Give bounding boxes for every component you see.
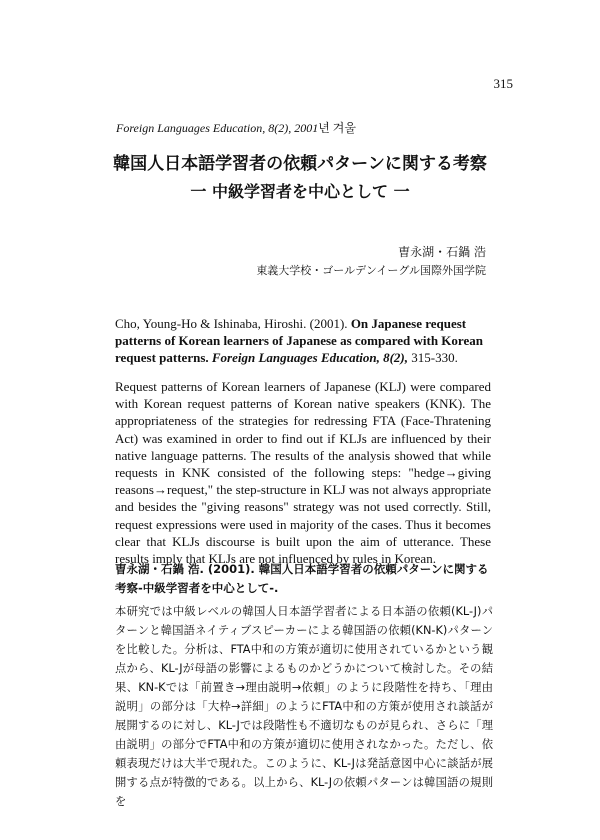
reference-japanese: 曺永湖・石鍋 浩. (2001). 韓国人日本語学習者の依頼パターンに関する考察-中級学習者を中心として-. (115, 562, 489, 595)
journal-header (116, 119, 356, 136)
journal-name: Foreign Languages Education, 8(2), 2001 (116, 121, 319, 135)
abstract-english: Request patterns of Korean learners of Japanese (KLJ) were compared with Korean request patterns of Korean native speakers (KNK). The appropriateness of the strategies for redressing FTA (Face-Thratening Act) was examined in order to find out if KLJs are influenced by their native language patterns. The results of the analysis showed that while requests in KNK consisted of the following steps: "hedge→giving reasons→request," the step-structure in KLJ was not always appropriate and besides the "giving reasons" strategy was not used correctly. Still, request expressions were used in majority of the cases. Thus it becomes clear that KLJs discourse is built upon the aim of utterance. These results imply that KLJs are not influenced by rules in Korean. (115, 379, 491, 567)
reference-pages: 315-330. (411, 350, 458, 365)
author-names: 曺永湖・石鍋 浩 (398, 245, 486, 259)
reference-journal: Foreign Languages Education, 8(2), (211, 350, 408, 365)
paper-subtitle: 一 中級学習者を中心として 一 (190, 182, 410, 201)
page-number: 315 (493, 76, 513, 91)
paper-title: 韓国人日本語学習者の依頼パターンに関する考察 (113, 154, 487, 174)
author-affiliation: 東義大学校・ゴールデンイーグル国際外国学院 (256, 264, 486, 277)
reference-title: On Japanese request patterns of Korean learners of Japanese as compared with Korean request patterns. (115, 316, 483, 365)
abstract-japanese: 本研究では中級レベルの韓国人日本語学習者による日本語の依頼(KL-J)パターンと韓国語ネイティブスピーカーによる韓国語の依頼(KN-K)パターンを比較した。分析は、FTA中和の方策が適切に使用されているかという観点から、KL-Jが母語の影響によるものかどうかについて検討した。その結果、KN-Kでは「前置き→理由説明→依頼」のように段階性を持ち、「理由説明」の部分は「大枠→詳細」のようにFTA中和の方策が使用され談話が展開するのに対し、KL-Jでは段階性も不適切なものが見られ、さらに「理由説明」の部分でFTA中和の方策が適切に使用されなかった。ただし、依頼表現だけは大半で現れた。このように、KL-Jは発話意図中心に談話が展開する点が特徴的である。以上から、KL-Jの依頼パターンは韓国語の規則を (115, 605, 493, 808)
reference-english (115, 315, 495, 366)
reference-authors-year: Cho, Young-Ho & Ishinaba, Hiroshi. (2001). (115, 316, 348, 331)
journal-season: 년 겨울 (318, 121, 356, 135)
